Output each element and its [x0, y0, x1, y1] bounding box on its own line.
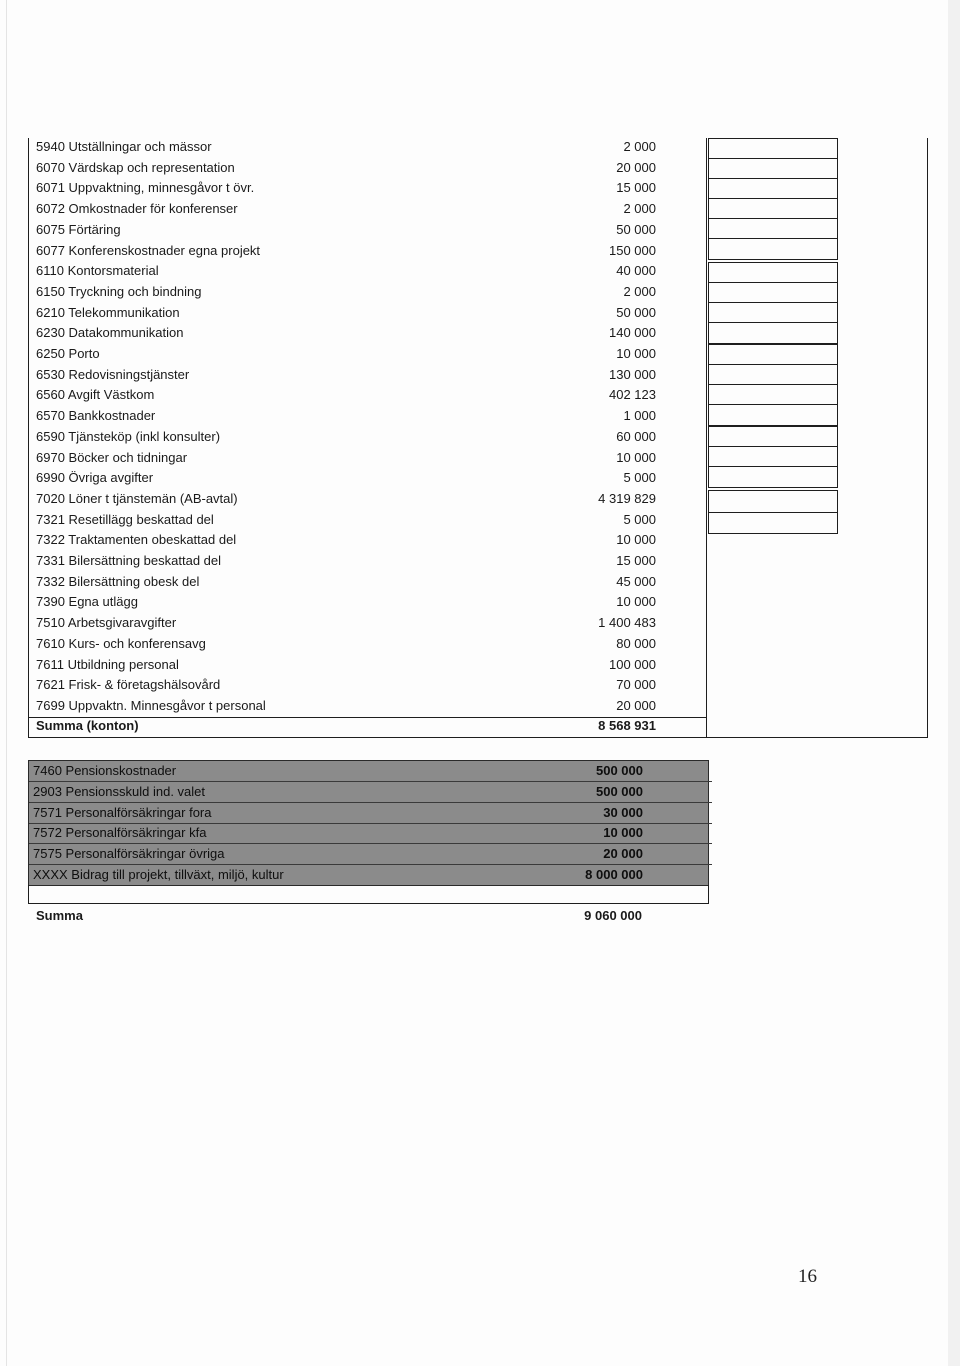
- account-label: 7699 Uppvaktn. Minnesgåvor t personal: [36, 697, 266, 713]
- account-row: [36, 385, 656, 405]
- shaded-row: [33, 844, 643, 864]
- account-value: 70 000: [616, 677, 656, 693]
- account-value: 130 000: [609, 366, 656, 382]
- shaded-row: [33, 865, 643, 885]
- account-value: 10 000: [616, 449, 656, 465]
- scan-edge-right: [948, 0, 960, 1366]
- input-box[interactable]: [708, 446, 838, 468]
- shaded-value: 30 000: [603, 804, 643, 820]
- input-box[interactable]: [708, 238, 838, 260]
- input-box[interactable]: [708, 262, 838, 284]
- shaded-value: 20 000: [603, 846, 643, 862]
- input-box[interactable]: [708, 198, 838, 220]
- input-box[interactable]: [708, 404, 838, 426]
- account-label: 5940 Utställningar och mässor: [36, 139, 212, 154]
- account-row: [36, 303, 656, 323]
- account-row: [36, 572, 656, 592]
- account-label: 6075 Förtäring: [36, 221, 121, 237]
- shaded-row: [33, 803, 643, 823]
- account-row: [36, 613, 656, 633]
- account-value: 15 000: [616, 180, 656, 196]
- account-row: [36, 489, 656, 509]
- account-label: 7020 Löner t tjänstemän (AB-avtal): [36, 490, 238, 506]
- account-label: 6230 Datakommunikation: [36, 325, 184, 341]
- input-box[interactable]: [708, 364, 838, 386]
- account-row: [36, 655, 656, 675]
- account-value: 150 000: [609, 242, 656, 258]
- page-number: 16: [798, 1266, 817, 1287]
- input-box[interactable]: [708, 490, 838, 514]
- shaded-label: 7572 Personalförsäkringar kfa: [33, 825, 207, 841]
- account-row: [36, 365, 656, 385]
- shaded-label: 7460 Pensionskostnader: [33, 763, 177, 778]
- account-row: [36, 241, 656, 261]
- account-row: [36, 406, 656, 426]
- account-label: 7321 Resetillägg beskattad del: [36, 511, 214, 527]
- subtotal-value: 8 568 931: [598, 718, 656, 733]
- account-label: 7331 Bilersättning beskattad del: [36, 553, 222, 568]
- account-label: 6970 Böcker och tidningar: [36, 449, 188, 465]
- account-value: 4 319 829: [598, 490, 656, 506]
- account-value: 45 000: [616, 573, 656, 589]
- account-label: 7610 Kurs- och konferensavg: [36, 635, 206, 651]
- account-label: 7611 Utbildning personal: [36, 656, 179, 672]
- account-value: 80 000: [616, 635, 656, 651]
- account-row: [36, 468, 656, 488]
- account-row: [36, 696, 656, 716]
- account-label: 7390 Egna utlägg: [36, 594, 138, 610]
- account-row: [36, 323, 656, 343]
- account-row: [36, 199, 656, 219]
- account-value: 140 000: [609, 325, 656, 341]
- account-value: 20 000: [616, 697, 656, 713]
- shaded-table: [28, 760, 709, 886]
- account-value: 10 000: [616, 532, 656, 548]
- input-box[interactable]: [708, 512, 838, 534]
- account-value: 15 000: [616, 553, 656, 568]
- account-row: [36, 592, 656, 612]
- account-value: 5 000: [623, 511, 656, 527]
- account-label: 6210 Telekommunikation: [36, 304, 180, 320]
- account-label: 6590 Tjänsteköp (inkl konsulter): [36, 428, 221, 444]
- account-label: 6071 Uppvaktning, minnesgåvor t övr.: [36, 180, 255, 196]
- account-value: 100 000: [609, 656, 656, 672]
- account-row: [36, 551, 656, 571]
- account-label: 6072 Omkostnader för konferenser: [36, 201, 238, 217]
- account-row: [36, 448, 656, 468]
- account-label: 6530 Redovisningstjänster: [36, 366, 190, 382]
- shaded-label: 7571 Personalförsäkringar fora: [33, 804, 212, 820]
- account-row: [36, 137, 656, 157]
- subtotal-label: Summa (konton): [36, 718, 139, 733]
- account-row: [36, 261, 656, 281]
- account-value: 10 000: [616, 346, 656, 361]
- shaded-label: 2903 Pensionsskuld ind. valet: [33, 783, 206, 799]
- shaded-value: 500 000: [596, 783, 643, 799]
- account-value: 50 000: [616, 304, 656, 320]
- account-label: 7510 Arbetsgivaravgifter: [36, 615, 177, 631]
- summary-frame: [28, 885, 709, 904]
- account-label: 6560 Avgift Västkom: [36, 387, 155, 403]
- account-row: [36, 530, 656, 550]
- scan-edge-left: [6, 0, 7, 1366]
- input-box[interactable]: [708, 322, 838, 344]
- account-value: 50 000: [616, 221, 656, 237]
- shaded-value: 10 000: [603, 825, 643, 841]
- account-value: 402 123: [609, 387, 656, 403]
- account-row: [36, 634, 656, 654]
- total-row: [36, 906, 642, 926]
- account-value: 60 000: [616, 428, 656, 444]
- account-value: 1 400 483: [598, 615, 656, 631]
- shaded-label: 7575 Personalförsäkringar övriga: [33, 846, 225, 862]
- account-value: 5 000: [623, 470, 656, 486]
- account-row: [36, 510, 656, 530]
- account-label: 6570 Bankkostnader: [36, 408, 156, 424]
- account-label: 6990 Övriga avgifter: [36, 470, 154, 486]
- account-label: 6070 Värdskap och representation: [36, 159, 235, 175]
- shaded-value: 500 000: [596, 763, 643, 778]
- account-label: 7322 Traktamenten obeskattad del: [36, 532, 237, 548]
- input-box[interactable]: [708, 138, 838, 160]
- account-value: 2 000: [623, 139, 656, 154]
- account-value: 40 000: [616, 263, 656, 279]
- account-label: 6110 Kontorsmaterial: [36, 263, 159, 279]
- input-box[interactable]: [708, 158, 838, 180]
- total-value: 9 060 000: [584, 908, 642, 923]
- account-value: 2 000: [623, 283, 656, 299]
- input-box[interactable]: [708, 426, 838, 448]
- subtotal-row: [36, 716, 656, 736]
- shaded-row: [33, 823, 643, 843]
- shaded-row: [33, 782, 643, 802]
- account-row: [36, 675, 656, 695]
- shaded-label: XXXX Bidrag till projekt, tillväxt, miljö, kultur: [33, 867, 284, 882]
- account-value: 2 000: [623, 201, 656, 217]
- account-row: [36, 282, 656, 302]
- input-box[interactable]: [708, 302, 838, 324]
- account-label: 6077 Konferenskostnader egna projekt: [36, 242, 261, 258]
- input-box[interactable]: [708, 384, 838, 406]
- input-box[interactable]: [708, 466, 838, 488]
- account-value: 10 000: [616, 594, 656, 610]
- account-row: [36, 220, 656, 240]
- account-label: 6250 Porto: [36, 346, 100, 361]
- input-box[interactable]: [708, 344, 838, 366]
- account-row: [36, 158, 656, 178]
- account-label: 7332 Bilersättning obesk del: [36, 573, 200, 589]
- account-value: 20 000: [616, 159, 656, 175]
- account-label: 6150 Tryckning och bindning: [36, 283, 202, 299]
- account-value: 1 000: [623, 408, 656, 424]
- account-row: [36, 178, 656, 198]
- account-row: [36, 344, 656, 364]
- account-label: 7621 Frisk- & företagshälsovård: [36, 677, 221, 693]
- shaded-row: [33, 761, 643, 781]
- input-box[interactable]: [708, 218, 838, 240]
- shaded-value: 8 000 000: [585, 867, 643, 882]
- input-box[interactable]: [708, 178, 838, 200]
- account-row: [36, 427, 656, 447]
- total-label: Summa: [36, 908, 83, 923]
- input-box[interactable]: [708, 282, 838, 304]
